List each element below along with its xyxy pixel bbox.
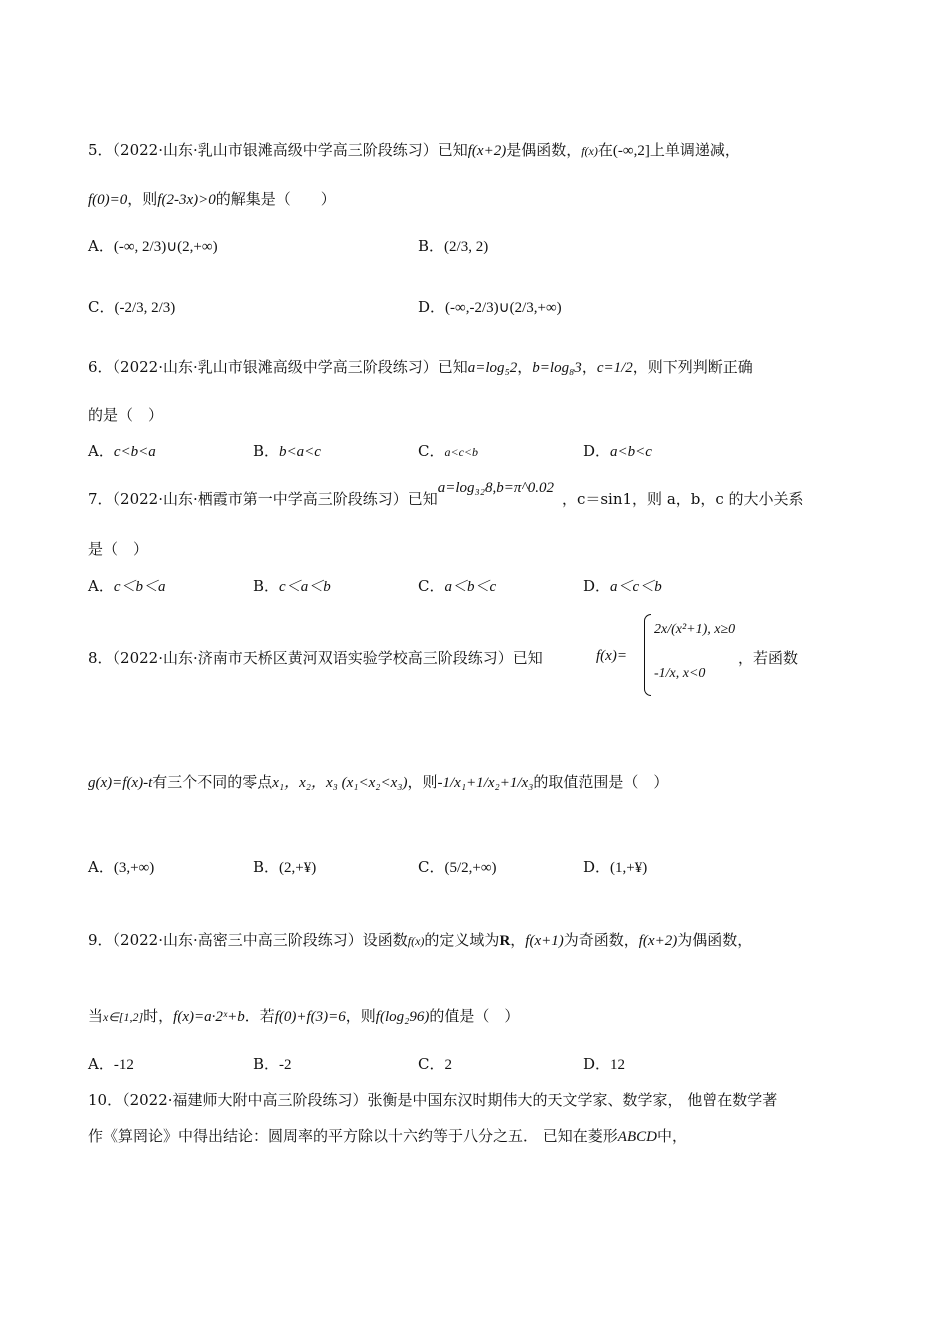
option-math: a＜c＜b [610,579,662,595]
option-math: c<b<a [113,444,156,460]
q6-math-c: c=1/2 [596,360,633,376]
q9-text-j: 的值是（ ） [429,1007,520,1025]
q10-math-abcd: ABCD [617,1129,657,1145]
q5-option-d[interactable] [418,297,562,318]
q5-math-f-x-plus-2: f(x+2) [467,143,507,159]
q6-line2 [88,405,163,425]
option-label: B． [418,237,445,255]
q5-math-interval: (-∞,2] [612,143,650,159]
q5-option-c[interactable] [88,297,175,318]
q7-option-d[interactable] [583,576,662,597]
q6-text-b: ， [517,358,533,376]
q7-text-b: ，c＝sin1，则 a，b，c 的大小关系 [561,490,804,508]
q8-text-e: 的取值范围是（ ） [533,773,669,791]
q5-line2 [88,189,336,210]
q9-text: 9．（2022·山东·高密三中高三阶段练习）设函数 [88,931,408,949]
option-label: D． [418,298,446,316]
q8-text-d: ，则 [407,773,438,791]
q6-option-a[interactable] [88,441,156,462]
option-math: 12 [610,1057,626,1073]
q7-option-c[interactable] [418,576,496,597]
q9-option-a[interactable] [88,1054,134,1075]
option-label: A． [88,1055,114,1073]
q6-math-a: a=log₅2 [467,360,518,376]
q5-line1 [88,140,740,161]
option-math: (-2/3, 2/3) [114,300,176,316]
q9-line1 [88,930,752,951]
option-math: -12 [113,1057,134,1073]
q8-math-g: g(x)=f(x)-t [88,775,153,791]
q7-line1 [88,480,804,510]
q5-math-fx: f(x) [581,144,598,158]
q8-piece-1: 2x/(x²+1), x≥0 [654,622,736,637]
option-math: -2 [279,1057,292,1073]
q6-text: 6．（2022·山东·乳山市银滩高级中学高三阶段练习）已知 [88,358,468,376]
q6-option-d[interactable] [583,441,652,462]
q7-text-c: 是（ ） [88,540,149,558]
option-label: D． [583,858,611,876]
q6-math-b: b=log₈3 [532,360,582,376]
q9-text-b: 的定义域为 [424,931,500,949]
q8-text-c: 有三个不同的零点 [152,773,273,791]
q8-text: 8．（2022·山东·济南市天桥区黄河双语实验学校高三阶段练习）已知 [88,649,543,667]
option-math: (2/3, 2) [444,239,489,255]
option-math: c＜a＜b [279,579,331,595]
q5-text-b: 是偶函数， [506,141,582,159]
q9-math-fx2: f(x+2) [638,933,678,949]
q9-math-fx-def: f(x)=a·2ˣ+b [173,1009,245,1025]
q6-text-e: 的是（ ） [88,406,164,424]
option-math: (-∞,-2/3)∪(2/3,+∞) [445,300,562,316]
q5-math-f0: f(0)=0 [88,192,128,208]
q9-text-i: ，则 [345,1007,376,1025]
q7-option-b[interactable] [253,576,331,597]
q8-math-zeros: x₁，x₂，x₃ (x₁<x₂<x₃) [272,775,408,791]
option-math: 2 [444,1057,452,1073]
q10-text-b: 作《算罔论》中得出结论：圆周率的平方除以十六约等于八分之五． 已知在菱形 [88,1127,618,1145]
q10-text: 10．（2022·福建师大附中高三阶段练习）张衡是中国东汉时期伟大的天文学家、数学家， 他曾在数学著 [88,1091,778,1109]
q9-math-fx: f(x) [407,934,425,948]
q9-math-domain: x∈[1,2] [103,1010,144,1024]
option-label: A． [88,442,114,460]
q8-brace [644,614,651,696]
q7-text: 7．（2022·山东·栖霞市第一中学高三阶段练习）已知 [88,490,438,508]
option-label: A． [88,858,114,876]
q9-math-target: f(log₂96) [375,1009,430,1025]
q8-option-a[interactable] [88,857,154,878]
option-math: c＜b＜a [113,579,166,595]
q5-option-b[interactable] [418,236,488,257]
q9-text-g: 时， [143,1007,174,1025]
q8-option-c[interactable] [418,857,497,878]
q8-option-d[interactable] [583,857,647,878]
q5-option-a[interactable] [88,236,218,257]
q6-text-c: ， [581,358,597,376]
q9-text-d: 为奇函数， [563,931,639,949]
q5-text-f: 的解集是（ ） [215,190,336,208]
option-math: a＜b＜c [444,579,497,595]
option-label: B． [253,858,280,876]
q9-math-fx1: f(x+1) [525,933,564,949]
option-label: A． [88,237,114,255]
q10-text-c: 中， [656,1127,687,1145]
option-math: (-∞, 2/3)∪(2,+∞) [113,239,218,255]
q9-text-f: 当 [88,1007,104,1025]
q6-option-c[interactable] [418,441,478,462]
option-label: B． [253,442,280,460]
option-label: A． [88,577,114,595]
q9-option-c[interactable] [418,1054,452,1075]
q8-line1-end [738,648,798,668]
q9-text-c: ， [510,931,526,949]
option-label: D． [583,442,611,460]
q8-text-b: ，若函数 [738,649,799,667]
q8-piece-2: -1/x, x<0 [654,666,706,681]
q8-line2 [88,772,668,793]
option-math: a<b<c [610,444,652,460]
q6-line1 [88,357,753,378]
option-label: B． [253,1055,280,1073]
q8-piecewise-function [596,612,746,698]
q5-text-d: 上单调递减， [649,141,740,159]
q6-text-d: ，则下列判断正确 [632,358,753,376]
q8-f-of-x: f(x)= [596,648,627,664]
q9-math-cond: f(0)+f(3)=6 [274,1009,346,1025]
q6-option-b[interactable] [253,441,321,462]
q8-line1 [88,648,543,668]
q5-text-e: ，则 [127,190,158,208]
option-label: C． [418,442,445,460]
q5-text-c: 在 [597,141,613,159]
q9-text-e: 为偶函数， [677,931,753,949]
option-label: C． [418,858,445,876]
option-math: (5/2,+∞) [444,860,497,876]
option-label: B． [253,577,280,595]
q9-option-b[interactable] [253,1054,292,1075]
q9-text-h: ．若 [244,1007,275,1025]
option-math: a<c<b [444,445,479,459]
q9-option-d[interactable] [583,1054,625,1075]
q5-text: 5．（2022·山东·乳山市银滩高级中学高三阶段练习）已知 [88,141,468,159]
q8-option-b[interactable] [253,857,316,878]
option-math: (1,+¥) [610,860,648,876]
option-math: (3,+∞) [113,860,155,876]
option-label: C． [88,298,115,316]
q5-math-inequality: f(2-3x)>0 [157,192,216,208]
q7-line2 [88,539,148,559]
q7-math-ab: a=log₃₂8,b=π^0.02 [437,480,554,496]
option-math: (2,+¥) [279,860,317,876]
q10-line2 [88,1126,687,1147]
q9-line2 [88,1006,519,1027]
option-label: D． [583,1055,611,1073]
option-label: C． [418,577,445,595]
q7-option-a[interactable] [88,576,166,597]
q8-math-expr: -1/x₁+1/x₂+1/x₃ [437,775,534,791]
q9-math-r: R [499,933,511,949]
option-math: b<a<c [279,444,321,460]
option-label: D． [583,577,611,595]
option-label: C． [418,1055,445,1073]
q10-line1 [88,1090,777,1110]
